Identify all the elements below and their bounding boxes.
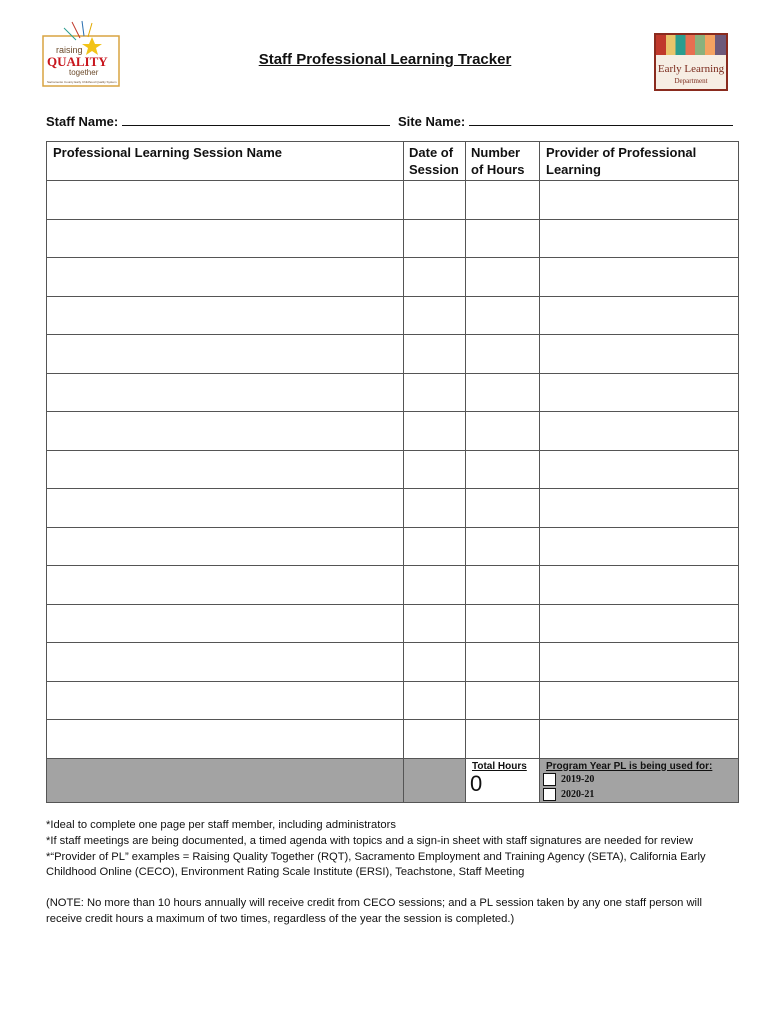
hours-cell[interactable] [466, 643, 540, 682]
provider-cell[interactable] [540, 450, 739, 489]
date-cell[interactable] [404, 450, 466, 489]
date-cell[interactable] [404, 335, 466, 374]
date-cell[interactable] [404, 489, 466, 528]
staff-name-line[interactable] [122, 113, 390, 126]
table-row [47, 412, 739, 451]
provider-cell[interactable] [540, 296, 739, 335]
page-title: Staff Professional Learning Tracker [258, 51, 512, 68]
table-row [47, 720, 739, 759]
staff-name-field[interactable] [46, 113, 390, 129]
session-name-cell[interactable] [47, 566, 404, 605]
date-cell[interactable] [404, 219, 466, 258]
provider-cell[interactable] [540, 681, 739, 720]
hours-cell[interactable] [466, 604, 540, 643]
column-header-session-name: Professional Learning Session Name [47, 142, 404, 181]
logo-early-learning-text: Early Learning [657, 63, 725, 75]
program-year-cell [540, 758, 739, 802]
provider-cell[interactable] [540, 181, 739, 220]
svg-text:Sacramento County Early Childh: Sacramento County Early Childhood Quality System [47, 80, 117, 84]
note-ceco-limit: (NOTE: No more than 10 hours annually will receive credit from CECO sessions; and a PL session taken by any one staff person will receive credit hours a maximum of two times, regardless of the year the session is completed.) [46, 897, 703, 925]
date-cell[interactable] [404, 681, 466, 720]
total-hours-label: Total Hours [472, 760, 527, 772]
table-row [47, 566, 739, 605]
date-cell[interactable] [404, 527, 466, 566]
hours-cell[interactable] [466, 527, 540, 566]
date-cell[interactable] [404, 258, 466, 297]
note-one-page: *Ideal to complete one page per staff member, including administrators [46, 819, 396, 831]
session-name-cell[interactable] [47, 604, 404, 643]
provider-cell[interactable] [540, 258, 739, 297]
total-row-filler-date [404, 758, 466, 802]
hours-cell[interactable] [466, 450, 540, 489]
total-hours-value: 0 [470, 770, 483, 796]
table-row [47, 681, 739, 720]
hours-cell[interactable] [466, 335, 540, 374]
svg-text:QUALITY: QUALITY [47, 54, 108, 69]
session-name-cell[interactable] [47, 219, 404, 258]
table-row [47, 181, 739, 220]
table-row [47, 489, 739, 528]
date-cell[interactable] [404, 720, 466, 759]
hours-cell[interactable] [466, 373, 540, 412]
program-year-label: Program Year PL is being used for: [546, 760, 713, 772]
date-cell[interactable] [404, 412, 466, 451]
session-name-cell[interactable] [47, 643, 404, 682]
program-year-option-1[interactable] [540, 772, 738, 787]
staff-name-label: Staff Name: [46, 114, 119, 129]
session-name-cell[interactable] [47, 450, 404, 489]
checkbox-label-2020-21: 2020-21 [561, 788, 595, 800]
note-staff-meetings: *If staff meetings are being documented, a timed agenda with topics and a sign-in sheet with staff signatures are needed for review [46, 834, 693, 847]
hours-cell[interactable] [466, 296, 540, 335]
column-header-provider: Provider of Professional Learning [540, 142, 739, 181]
provider-cell[interactable] [540, 527, 739, 566]
provider-cell[interactable] [540, 720, 739, 759]
column-header-date: Date of Session [404, 142, 466, 181]
note-provider-examples: *“Provider of PL” examples = Raising Quality Together (RQT), Sacramento Employment and Training Agency (SETA), California Early Childhood Online (CECO), Environment Rating Scale Institute (ERSI), Teachstone, Staff Meeting [46, 850, 706, 879]
session-name-cell[interactable] [47, 373, 404, 412]
date-cell[interactable] [404, 373, 466, 412]
table-row [47, 219, 739, 258]
date-cell[interactable] [404, 604, 466, 643]
provider-cell[interactable] [540, 604, 739, 643]
svg-text:together: together [69, 68, 99, 77]
provider-cell[interactable] [540, 219, 739, 258]
provider-cell[interactable] [540, 373, 739, 412]
learning-tracker-table [46, 141, 739, 803]
session-name-cell[interactable] [47, 335, 404, 374]
date-cell[interactable] [404, 643, 466, 682]
hours-cell[interactable] [466, 489, 540, 528]
provider-cell[interactable] [540, 643, 739, 682]
session-name-cell[interactable] [47, 412, 404, 451]
program-year-option-2[interactable] [540, 787, 738, 802]
hours-cell[interactable] [466, 181, 540, 220]
session-name-cell[interactable] [47, 681, 404, 720]
column-header-hours: Number of Hours [466, 142, 540, 181]
hours-cell[interactable] [466, 566, 540, 605]
session-name-cell[interactable] [47, 489, 404, 528]
hours-cell[interactable] [466, 219, 540, 258]
svg-text:raising: raising [56, 45, 83, 55]
site-name-line[interactable] [469, 113, 733, 126]
site-name-label: Site Name: [398, 114, 466, 129]
checkbox-2019-20[interactable] [543, 773, 556, 786]
table-row [47, 258, 739, 297]
provider-cell[interactable] [540, 566, 739, 605]
total-row [47, 758, 739, 802]
session-name-cell[interactable] [47, 258, 404, 297]
table-row [47, 296, 739, 335]
total-hours-cell [466, 758, 540, 802]
site-name-field[interactable] [398, 113, 733, 129]
provider-cell[interactable] [540, 335, 739, 374]
checkbox-2020-21[interactable] [543, 788, 556, 801]
session-name-cell[interactable] [47, 720, 404, 759]
provider-cell[interactable] [540, 489, 739, 528]
table-row [47, 373, 739, 412]
table-row [47, 335, 739, 374]
date-cell[interactable] [404, 181, 466, 220]
table-row [47, 604, 739, 643]
session-name-cell[interactable] [47, 296, 404, 335]
notes-section [46, 818, 736, 928]
session-name-cell[interactable] [47, 181, 404, 220]
hours-cell[interactable] [466, 258, 540, 297]
hours-cell[interactable] [466, 681, 540, 720]
table-row [47, 527, 739, 566]
provider-cell[interactable] [540, 412, 739, 451]
logo-department-text: Department [674, 77, 708, 85]
session-name-cell[interactable] [47, 527, 404, 566]
total-row-filler [47, 758, 404, 802]
hours-cell[interactable] [466, 720, 540, 759]
hours-cell[interactable] [466, 412, 540, 451]
table-row [47, 450, 739, 489]
date-cell[interactable] [404, 296, 466, 335]
date-cell[interactable] [404, 566, 466, 605]
checkbox-label-2019-20: 2019-20 [561, 773, 595, 785]
table-row [47, 643, 739, 682]
